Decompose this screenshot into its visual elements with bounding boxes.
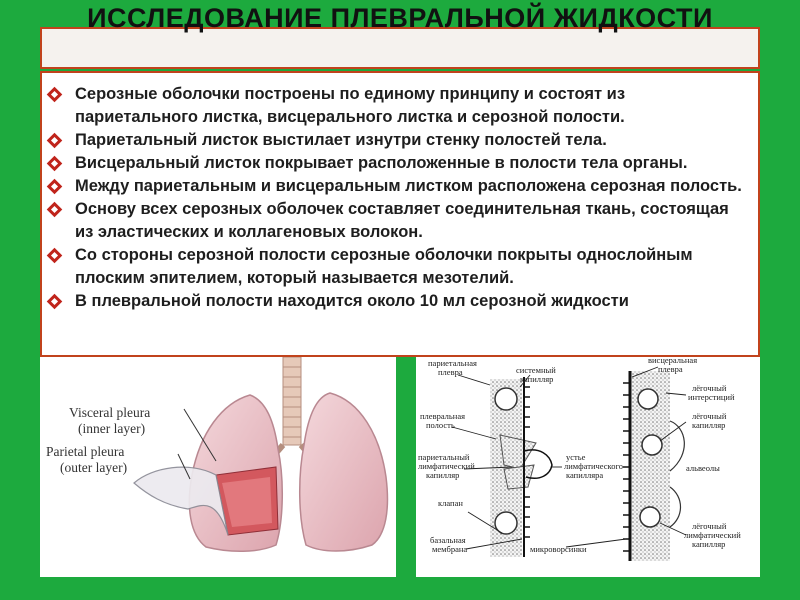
bullet-item bbox=[75, 129, 750, 152]
slide-title: ИССЛЕДОВАНИЕ ПЛЕВРАЛЬНОЙ ЖИДКОСТИ bbox=[87, 3, 713, 33]
histology-svg bbox=[416, 357, 760, 577]
bullet-text: В плевральной полости находится около 10 мл серозной жидкости bbox=[75, 292, 629, 310]
label-lung-lymph: лёгочный bbox=[692, 521, 727, 531]
alveoli bbox=[670, 421, 684, 527]
label-pleural-cavity: плевральная bbox=[420, 411, 466, 421]
ornament-bullet-icon bbox=[47, 179, 63, 195]
label-valve: клапан bbox=[438, 498, 463, 508]
bullet-text: Между париетальным и висцеральным листком расположена серозная полость. bbox=[75, 177, 742, 195]
bullet-text: Париетальный листок выстилает изнутри стенку полостей тела. bbox=[75, 131, 607, 149]
label-lung-interstitium: лёгочный bbox=[692, 383, 727, 393]
ornament-bullet-icon bbox=[47, 248, 63, 264]
label-pleural-cavity: полость bbox=[426, 420, 455, 430]
visceral-mesothelium bbox=[623, 371, 630, 561]
ornament-bullet-icon bbox=[47, 133, 63, 149]
label-parietal-pleura: плевра bbox=[438, 367, 463, 377]
label-parietal-lymph: лимфатический bbox=[418, 461, 475, 471]
ornament-bullet-icon bbox=[47, 87, 63, 103]
label-lymph-mouth: устье bbox=[566, 452, 586, 462]
ornament-bullet-icon bbox=[47, 156, 63, 172]
parietal-label-line-1: Parietal pleura bbox=[46, 444, 125, 459]
bullet-list bbox=[42, 73, 758, 313]
label-basal-membrane: мембрана bbox=[432, 544, 468, 554]
lung-capillary bbox=[638, 389, 658, 409]
bullet-item bbox=[75, 83, 750, 129]
ornament-bullet-icon bbox=[47, 294, 63, 310]
content-panel bbox=[40, 71, 760, 357]
label-lung-capillary: капилляр bbox=[692, 420, 726, 430]
bullet-item bbox=[75, 198, 750, 244]
label-lymph-mouth: лимфатического bbox=[564, 461, 623, 471]
pleura-histology-diagram bbox=[416, 357, 760, 577]
ornament-bullet-icon bbox=[47, 202, 63, 218]
bullet-text: Висцеральный листок покрывает расположенные в полости тела органы. bbox=[75, 154, 688, 172]
label-lung-lymph: капилляр bbox=[692, 539, 726, 549]
parietal-label-line-2: (outer layer) bbox=[60, 460, 128, 475]
bullet-item bbox=[75, 175, 750, 198]
label-parietal-pleura: париетальная bbox=[428, 358, 477, 368]
label-parietal-lymph: капилляр bbox=[426, 470, 460, 480]
label-basal-membrane: базальная bbox=[430, 535, 466, 545]
right-lung bbox=[300, 393, 388, 551]
label-lung-interstitium: интерстиций bbox=[688, 392, 735, 402]
systemic-capillary bbox=[495, 388, 517, 410]
bullet-text: Основу всех серозных оболочек составляет соединительная ткань, состоящая из эластических и коллагеновых волокон. bbox=[75, 200, 729, 241]
lung-pleura-illustration bbox=[40, 357, 396, 577]
label-parietal-lymph: париетальный bbox=[418, 452, 470, 462]
label-lymph-mouth: капилляра bbox=[566, 470, 604, 480]
bullet-text: Со стороны серозной полости серозные оболочки покрыты однослойным плоским эпителием, который называется мезотелий. bbox=[75, 246, 693, 287]
bullet-item bbox=[75, 244, 750, 290]
bullet-item bbox=[75, 290, 750, 313]
lung-capillary bbox=[640, 507, 660, 527]
label-lung-capillary: лёгочный bbox=[692, 411, 727, 421]
visceral-label-line-1: Visceral pleura bbox=[69, 405, 151, 420]
bullet-item bbox=[75, 152, 750, 175]
label-systemic-capillary: капилляр bbox=[520, 374, 554, 384]
visceral-label-line-2: (inner layer) bbox=[78, 421, 146, 436]
lung-capillary bbox=[642, 435, 662, 455]
label-visceral-pleura: плевра bbox=[658, 364, 683, 374]
label-alveoli: альвеолы bbox=[686, 463, 720, 473]
lung-diagram bbox=[40, 357, 396, 577]
label-lung-lymph: лимфатический bbox=[684, 530, 741, 540]
label-systemic-capillary: системный bbox=[516, 365, 556, 375]
label-microvilli: микроворсинки bbox=[530, 544, 587, 554]
label-visceral-pleura: висцеральная bbox=[648, 357, 698, 365]
bullet-text: Серозные оболочки построены по единому принципу и состоят из париетального листка, висцерального листка и серозной полости. bbox=[75, 85, 626, 126]
